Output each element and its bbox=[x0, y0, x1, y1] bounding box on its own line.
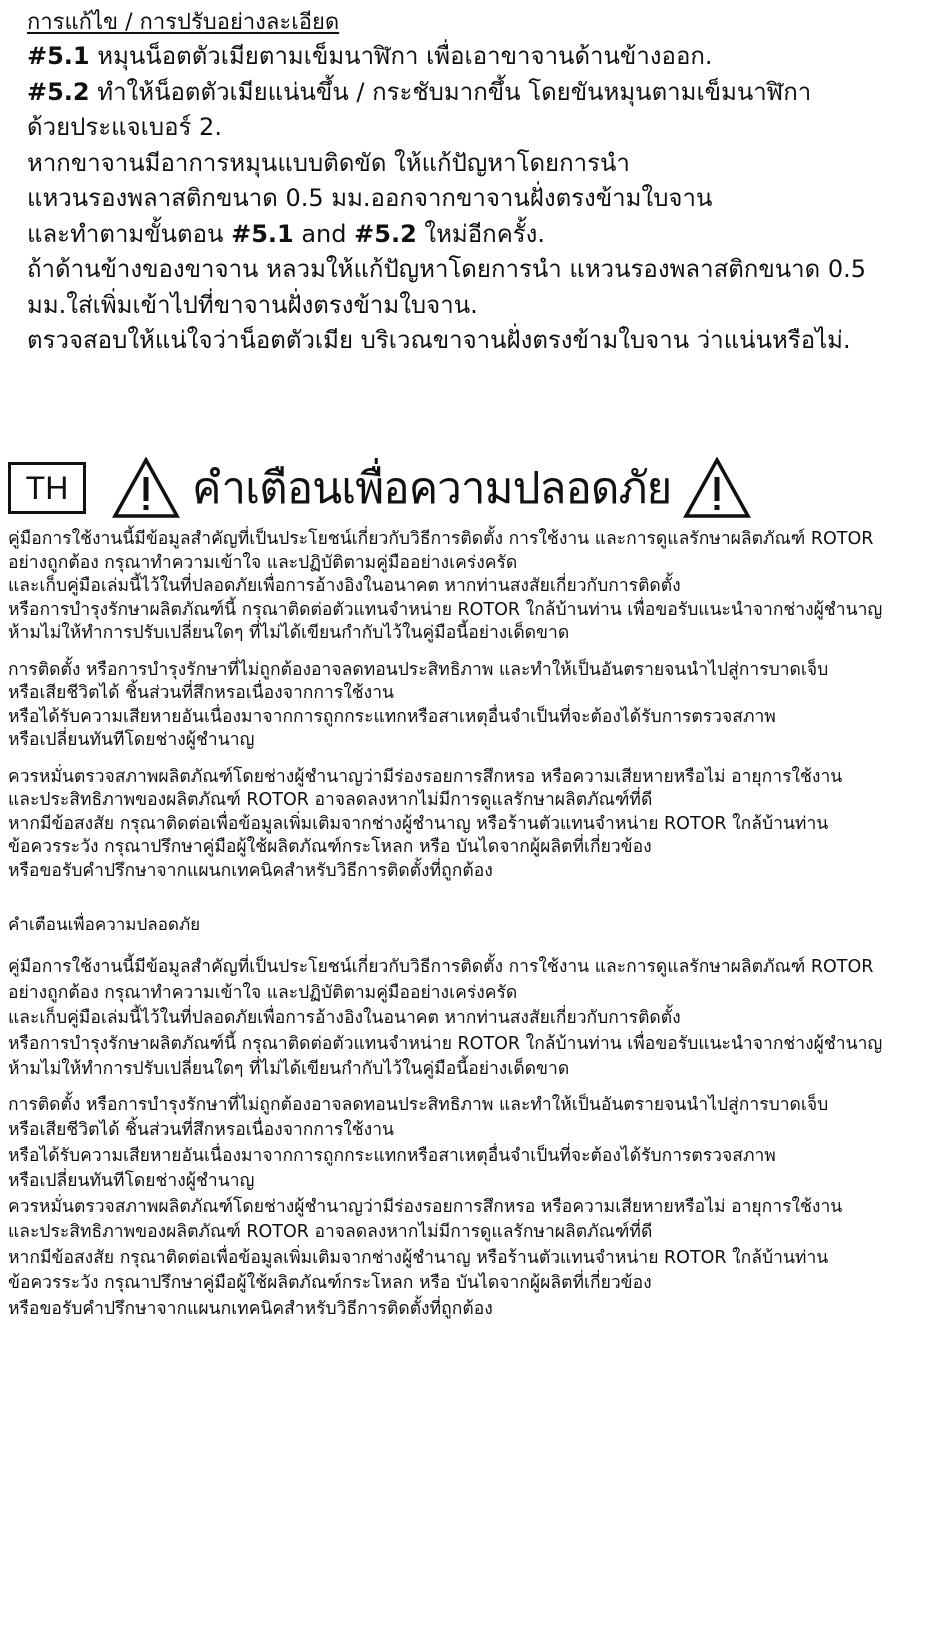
text-line: ข้อควรระวัง กรุณาปรึกษาคู่มือผู้ใช้ผลิตภัณฑ์กระโหลก หรือ บันไดจากผู้ผลิตที่เกี่ยวข้อง bbox=[8, 837, 652, 857]
line-6-ref-1: #5.1 bbox=[231, 219, 294, 248]
text-line: หรือขอรับคำปรึกษาจากแผนกเทคนิคสำหรับวิธีการติดตั้งที่ถูกต้อง bbox=[8, 860, 493, 881]
warning-triangle-icon bbox=[683, 457, 751, 519]
text-line: หรือเปลี่ยนทันทีโดยช่างผู้ชำนาญ bbox=[8, 1171, 255, 1191]
step-5-1-label: #5.1 bbox=[27, 42, 90, 70]
safety-subheading: คำเตือนเพื่อความปลอดภัย bbox=[8, 915, 201, 935]
text-line: คู่มือการใช้งานนี้มีข้อมูลสำคัญที่เป็นประโยชน์เกี่ยวกับวิธีการติดตั้ง การใช้งาน และการดูแลรักษาผลิตภัณฑ์ ROTOR bbox=[8, 529, 874, 549]
text-line: และเก็บคู่มือเล่มนี้ไว้ในที่ปลอดภัยเพื่อการอ้างอิงในอนาคต หากท่านสงสัยเกี่ยวกับการติดตั้ง bbox=[8, 576, 681, 596]
text-line: ควรหมั่นตรวจสภาพผลิตภัณฑ์โดยช่างผู้ชำนาญว่ามีร่องรอยการสึกหรอ หรือความเสียหายหรือไม่ อายุการใช้งาน bbox=[8, 1196, 843, 1217]
adjustment-line-8: มม.ใส่เพิ่มเข้าไปที่ขาจานฝั่งตรงข้ามใบจาน. bbox=[27, 290, 478, 319]
text-line: หรือเสียชีวิตได้ ชิ้นส่วนที่สึกหรอเนื่องจากการใช้งาน bbox=[8, 1120, 394, 1140]
adjustment-title: การแก้ไข / การปรับอย่างละเอียด bbox=[27, 10, 340, 35]
text-line: ควรหมั่นตรวจสภาพผลิตภัณฑ์โดยช่างผู้ชำนาญว่ามีร่องรอยการสึกหรอ หรือความเสียหายหรือไม่ อายุการใช้งาน bbox=[8, 766, 843, 787]
text-line: อย่างถูกต้อง กรุณาทำความเข้าใจ และปฏิบัติตามคู่มืออย่างเคร่งครัด bbox=[8, 982, 518, 1003]
line-6-post: ใหม่อีกครั้ง. bbox=[416, 219, 545, 248]
warning-triangle-icon bbox=[112, 457, 180, 519]
text-line: และประสิทธิภาพของผลิตภัณฑ์ ROTOR อาจลดลงหากไม่มีการดูแลรักษาผลิตภัณฑ์ที่ดี bbox=[8, 1222, 653, 1242]
adjustment-line-7: ถ้าด้านข้างของขาจาน หลวมให้แก้ปัญหาโดยการนำ แหวนรองพลาสติกขนาด 0.5 bbox=[27, 255, 867, 283]
safety-1-paragraph-1 bbox=[8, 528, 938, 646]
step-5-2-label: #5.2 bbox=[27, 77, 90, 106]
adjustment-line-9: ตรวจสอบให้แน่ใจว่าน็อตตัวเมีย บริเวณขาจานฝั่งตรงข้ามใบจาน ว่าแน่นหรือไม่. bbox=[27, 326, 851, 354]
language-badge: TH bbox=[8, 462, 86, 514]
line-6-mid: and bbox=[293, 219, 355, 248]
safety-2-paragraph-2 bbox=[8, 1093, 938, 1323]
step-5-1 bbox=[27, 39, 932, 75]
text-line: หากมีข้อสงสัย กรุณาติดต่อเพื่อข้อมูลเพิ่มเติมจากช่างผู้ชำนาญ หรือร้านตัวแทนจำหน่าย ROTOR ใกล้บ้านท่าน bbox=[8, 1247, 829, 1268]
text-line: หรือการบำรุงรักษาผลิตภัณฑ์นี้ กรุณาติดต่อตัวแทนจำหน่าย ROTOR ใกล้บ้านท่าน เพื่อขอรับแนะนำจากช่างผู้ชำนาญ bbox=[8, 1033, 883, 1054]
safety-title: คำเตือนเพื่อความปลอดภัย bbox=[192, 463, 672, 514]
safety-text-block-1 bbox=[8, 528, 938, 896]
adjustment-line-6 bbox=[27, 217, 932, 253]
text-line: คู่มือการใช้งานนี้มีข้อมูลสำคัญที่เป็นประโยชน์เกี่ยวกับวิธีการติดตั้ง การใช้งาน และการดูแลรักษาผลิตภัณฑ์ ROTOR bbox=[8, 957, 874, 977]
step-5-2 bbox=[27, 75, 932, 111]
line-6-ref-2: #5.2 bbox=[354, 219, 417, 248]
step-5-1-text: หมุนน็อตตัวเมียตามเข็มนาฬิกา เพื่อเอาขาจานด้านข้างออก. bbox=[89, 42, 713, 70]
adjustment-line-3: ด้วยประแจเบอร์ 2. bbox=[27, 113, 222, 141]
text-line: ข้อควรระวัง กรุณาปรึกษาคู่มือผู้ใช้ผลิตภัณฑ์กระโหลก หรือ บันไดจากผู้ผลิตที่เกี่ยวข้อง bbox=[8, 1273, 652, 1293]
text-line: หากมีข้อสงสัย กรุณาติดต่อเพื่อข้อมูลเพิ่มเติมจากช่างผู้ชำนาญ หรือร้านตัวแทนจำหน่าย ROTOR ใกล้บ้านท่าน bbox=[8, 813, 829, 834]
text-line: และเก็บคู่มือเล่มนี้ไว้ในที่ปลอดภัยเพื่อการอ้างอิงในอนาคต หากท่านสงสัยเกี่ยวกับการติดตั้ง bbox=[8, 1008, 681, 1028]
text-line: อย่างถูกต้อง กรุณาทำความเข้าใจ และปฏิบัติตามคู่มืออย่างเคร่งครัด bbox=[8, 552, 518, 573]
text-line: การติดตั้ง หรือการบำรุงรักษาที่ไม่ถูกต้องอาจลดทอนประสิทธิภาพ และทำให้เป็นอันตรายจนนำไปสู่การบาดเจ็บ bbox=[8, 1094, 829, 1115]
text-line: หรือการบำรุงรักษาผลิตภัณฑ์นี้ กรุณาติดต่อตัวแทนจำหน่าย ROTOR ใกล้บ้านท่าน เพื่อขอรับแนะนำจากช่างผู้ชำนาญ bbox=[8, 599, 883, 620]
adjustment-line-4: หากขาจานมีอาการหมุนแบบติดขัด ให้แก้ปัญหาโดยการนำ bbox=[27, 148, 630, 177]
text-line: และประสิทธิภาพของผลิตภัณฑ์ ROTOR อาจลดลงหากไม่มีการดูแลรักษาผลิตภัณฑ์ที่ดี bbox=[8, 790, 653, 810]
text-line: หรือได้รับความเสียหายอันเนื่องมาจากการถูกกระแทกหรือสาเหตุอื่นจำเป็นที่จะต้องได้รับการตรวจสภาพ bbox=[8, 706, 776, 727]
text-line: ห้ามไม่ให้ทำการปรับเปลี่ยนใดๆ ที่ไม่ได้เขียนกำกับไว้ในคู่มือนี้อย่างเด็ดขาด bbox=[8, 1059, 570, 1079]
text-line: หรือขอรับคำปรึกษาจากแผนกเทคนิคสำหรับวิธีการติดตั้งที่ถูกต้อง bbox=[8, 1298, 493, 1319]
text-line: หรือได้รับความเสียหายอันเนื่องมาจากการถูกกระแทกหรือสาเหตุอื่นจำเป็นที่จะต้องได้รับการตรวจสภาพ bbox=[8, 1145, 776, 1166]
adjustment-line-5: แหวนรองพลาสติกขนาด 0.5 มม.ออกจากขาจานฝั่งตรงข้ามใบจาน bbox=[27, 184, 713, 212]
text-line: ห้ามไม่ให้ทำการปรับเปลี่ยนใดๆ ที่ไม่ได้เขียนกำกับไว้ในคู่มือนี้อย่างเด็ดขาด bbox=[8, 623, 570, 643]
text-line: หรือเสียชีวิตได้ ชิ้นส่วนที่สึกหรอเนื่องจากการใช้งาน bbox=[8, 683, 394, 703]
text-line: การติดตั้ง หรือการบำรุงรักษาที่ไม่ถูกต้องอาจลดทอนประสิทธิภาพ และทำให้เป็นอันตรายจนนำไปสู่การบาดเจ็บ bbox=[8, 659, 829, 680]
adjustment-section bbox=[27, 6, 932, 359]
safety-1-paragraph-3 bbox=[8, 766, 938, 884]
safety-header bbox=[8, 452, 938, 524]
safety-1-paragraph-2 bbox=[8, 659, 938, 753]
line-6-pre: และทำตามขั้นตอน bbox=[27, 219, 232, 248]
safety-text-block-2 bbox=[8, 913, 938, 1322]
text-line: หรือเปลี่ยนทันทีโดยช่างผู้ชำนาญ bbox=[8, 730, 255, 750]
step-5-2-text: ทำให้น็อตตัวเมียแน่นขึ้น / กระชับมากขึ้น โดยขันหมุนตามเข็มนาฬิกา bbox=[89, 77, 812, 106]
safety-2-paragraph-1 bbox=[8, 955, 938, 1083]
